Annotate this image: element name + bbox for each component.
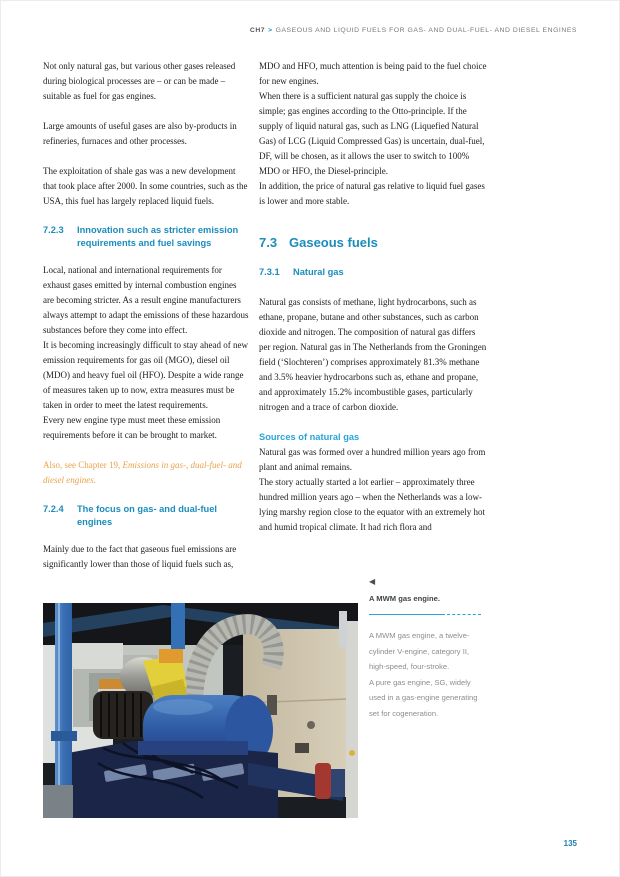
paragraph: Natural gas consists of methane, light hydrocarbons, such as ethane, propane, butane and other substances, such as carbon dioxide and nitrogen. The composition of natural gas differs per region. Natural gas in The Netherlands from the Groningen field (‘Slochteren’) comprises approximately 81.3% methane and 3.5% heavier hydrocarbons such as, ethane and propane, and approximately 15.2% incombustible gases, particularly nitrogen and a trace of carbon dioxide. (259, 296, 487, 412)
figure-caption-block (369, 577, 485, 721)
section-heading-731 (259, 266, 488, 279)
paragraph: The story actually started a lot earlier – approximately three hundred million years ago – when the Netherlands was a low-lying marshy region close to the equator with an extremely hot and humid tropical climate. It had rich flora and (259, 476, 485, 532)
section-heading-724 (43, 503, 249, 528)
running-head-title: GASEOUS AND LIQUID FUELS FOR GAS- AND DUAL-FUEL- AND DIESEL ENGINES (275, 27, 577, 34)
rule-dashed-segment (447, 614, 481, 615)
paragraph: In addition, the price of natural gas relative to liquid fuel gases is lower and more stable. (259, 181, 485, 206)
paragraph: Large amounts of useful gases are also by-products in refineries, furnaces and other processes. (43, 121, 237, 146)
section-title: Gaseous fuels (289, 235, 378, 250)
section-title: Natural gas (293, 267, 344, 277)
paragraph: When there is a sufficient natural gas supply the choice is simple; gas engines according to the Otto-principle. If the supply of liquid natural gas, such as LNG (Liquefied Natural Gas) of LCG (Liquid Compressed Gas) is uncertain, dual-fuel, DF, will be chosen, as it allows the user to switch to 100% MDO or HFO, the Diesel-principle. (259, 91, 485, 176)
paragraph: Local, national and international requirements for exhaust gases emitted by internal combustion engines are becoming stricter. As a result engine manufacturers always attempt to adapt the emissions of these hazardous substances before they come into effect. (43, 265, 249, 335)
section-number: 7.3 (259, 235, 278, 250)
paragraph: Every new engine type must meet these emission requirements before it can be brought to market. (43, 415, 221, 440)
page-number: 135 (563, 839, 577, 848)
paragraph: The exploitation of shale gas was a new development that took place after 2000. In some countries, such as the USA, this fuel has largely replaced liquid fuels. (43, 166, 248, 206)
caption-body (369, 628, 485, 721)
cross-reference-note (43, 458, 249, 488)
rule-solid-segment (369, 614, 445, 615)
section-number: 7.2.3 (43, 225, 64, 235)
caption-arrow-icon: ◀ (369, 577, 376, 586)
paragraph: Not only natural gas, but various other gases released during biological processes are – or can be made – suitable as fuel for gas engines. (43, 61, 236, 101)
chapter-label: CH7 (249, 27, 266, 34)
paragraph: Mainly due to the fact that gaseous fuel emissions are significantly lower than those of liquid fuels such as, (43, 544, 237, 569)
running-head (250, 27, 577, 34)
paragraph: MDO and HFO, much attention is being paid to the fuel choice for new engines. (259, 61, 487, 86)
section-number: 7.3.1 (259, 267, 280, 277)
right-column (259, 59, 488, 535)
paragraph: It is becoming increasingly difficult to stay ahead of new emission requirements for gas oil (MGO), diesel oil (MDO) and heavy fuel oil (HFO). Despite a wide range of measures taken up to now, extra measures must be taken in order to meet the latest requirements. (43, 340, 249, 410)
paragraph: Natural gas was formed over a hundred million years ago from plant and animal remains. (259, 446, 486, 472)
note-reference-title: Emissions in gas-, dual-fuel- and diesel engines. (43, 460, 242, 485)
caption-rule (369, 614, 485, 615)
section-heading-73 (259, 235, 488, 250)
left-column (43, 59, 249, 572)
caption-line: A pure gas engine, SG, widely used in a gas-engine generating set for cogeneration. (369, 677, 478, 718)
section-number: 7.2.4 (43, 504, 64, 514)
section-title: Innovation such as stricter emission requirements and fuel savings (77, 225, 239, 248)
section-title: The focus on gas- and dual-fuel engines (77, 504, 217, 527)
chevron-separator: > (268, 27, 273, 34)
section-heading-723 (43, 224, 249, 249)
caption-line: A MWM gas engine, a twelve-cylinder V-engine, category II, high-speed, four-stroke. (369, 631, 470, 671)
engine-photo-illustration (43, 603, 358, 818)
subheading-sources: Sources of natural gas (259, 431, 360, 442)
engine-photo (43, 603, 358, 818)
caption-title: A MWM gas engine. (369, 594, 441, 603)
note-prefix: Also, see Chapter 19, (43, 460, 123, 470)
